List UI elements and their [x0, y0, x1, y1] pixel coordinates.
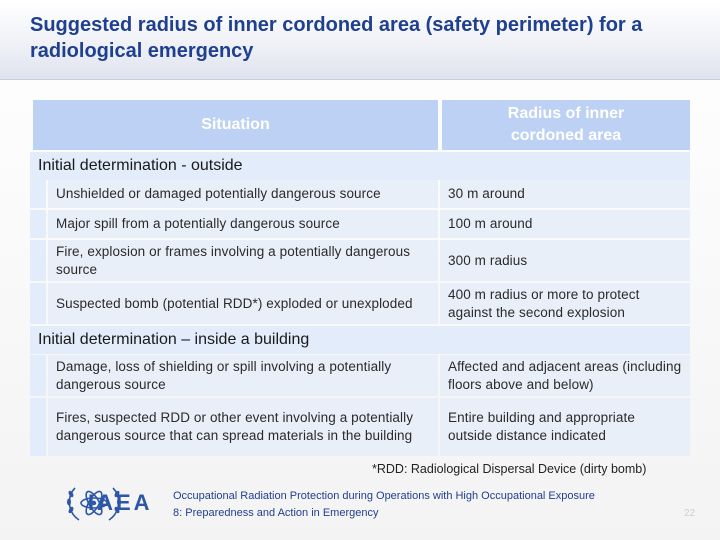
- table-row: [30, 398, 690, 456]
- header-situation: Situation: [33, 100, 438, 150]
- table-row: [30, 240, 690, 281]
- section-header-outside: Initial determination - outside: [30, 152, 690, 180]
- situation-cell: Suspected bomb (potential RDD*) exploded or unexploded: [48, 283, 438, 324]
- page-number: 22: [684, 508, 696, 519]
- row-stub: [30, 355, 46, 396]
- footnote: *RDD: Radiological Dispersal Device (dirty bomb): [372, 462, 647, 476]
- row-stub: [30, 283, 46, 324]
- course-title: [173, 488, 653, 522]
- situation-cell: Major spill from a potentially dangerous source: [48, 210, 438, 238]
- course-line-1: Occupational Radiation Protection during Operations with High Occupational Exposure: [173, 490, 595, 502]
- header-radius-label: Radius of inner cordoned area: [507, 105, 625, 144]
- radius-cell: 30 m around: [440, 180, 690, 208]
- table-row: [30, 355, 690, 396]
- section-header-inside-building: Initial determination – inside a building: [30, 326, 690, 354]
- table-header-row: [30, 100, 690, 150]
- radius-cell: 100 m around: [440, 210, 690, 238]
- slide-title: Suggested radius of inner cordoned area (safety perimeter) for a radiological emergency: [30, 14, 643, 62]
- row-stub: [30, 210, 46, 238]
- situation-cell: Fire, explosion or frames involving a potentially dangerous source: [48, 240, 438, 281]
- situation-cell: Damage, loss of shielding or spill involving a potentially dangerous source: [48, 355, 438, 396]
- row-stub: [30, 180, 46, 208]
- table-row: [30, 210, 690, 238]
- course-line-2: 8: Preparedness and Action in Emergency: [173, 507, 379, 519]
- situation-cell: Fires, suspected RDD or other event involving a potentially dangerous source that can spread materials in the building: [48, 398, 438, 456]
- header-radius: [442, 100, 690, 150]
- table-row: [30, 283, 690, 324]
- radius-cell: Affected and adjacent areas (including floors above and below): [440, 355, 690, 396]
- radius-cell: 400 m radius or more to protect against the second explosion: [440, 283, 690, 324]
- table-row: [30, 180, 690, 208]
- radius-cell: Entire building and appropriate outside distance indicated: [440, 398, 690, 456]
- radius-cell: 300 m radius: [440, 240, 690, 281]
- iaea-logo-text: IAEA: [88, 490, 153, 515]
- row-stub: [30, 240, 46, 281]
- row-stub: [30, 398, 46, 456]
- situation-cell: Unshielded or damaged potentially dangerous source: [48, 180, 438, 208]
